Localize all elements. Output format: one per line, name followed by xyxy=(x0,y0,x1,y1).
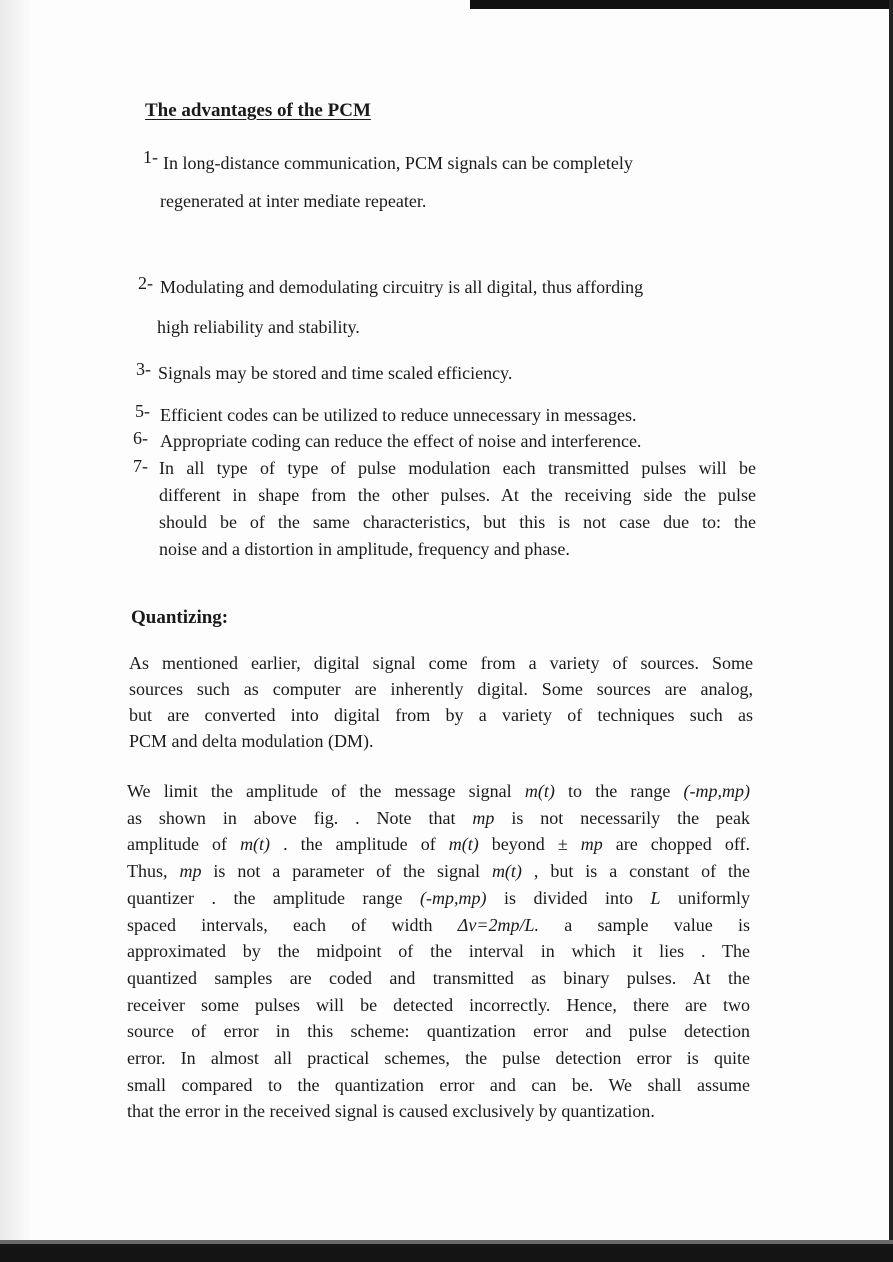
text-run: . the amplitude of xyxy=(270,834,449,855)
quantizing-p2-line-11: error. In almost all practical schemes, the pulse detection error is quite xyxy=(127,1048,750,1069)
math-term: (-mp,mp) xyxy=(683,781,750,801)
text-run: Thus, xyxy=(127,861,180,882)
quantizing-paragraph-2 xyxy=(127,778,750,1125)
advantage-item-3-number: 3- xyxy=(136,359,151,379)
quantizing-p2-line-4 xyxy=(127,858,750,885)
text-run: We limit the amplitude of the message signal xyxy=(127,781,525,801)
quantizing-p2-line-5 xyxy=(127,885,750,912)
advantage-item-5-line-1: Efficient codes can be utilized to reduce unnecessary in messages. xyxy=(160,405,637,425)
quantizing-p2-line-8: quantized samples are coded and transmitted as binary pulses. At the xyxy=(127,967,750,988)
text-run: a sample value is xyxy=(538,914,750,935)
quantizing-p1-line-1: As mentioned earlier, digital signal come from a variety of sources. Some xyxy=(129,653,753,673)
quantizing-p1-line-2: sources such as computer are inherently digital. Some sources are analog, xyxy=(129,679,753,699)
quantizing-p2-line-3 xyxy=(127,831,750,858)
advantage-item-1-line-2: regenerated at inter mediate repeater. xyxy=(160,191,427,211)
advantage-item-6-number: 6- xyxy=(133,428,148,448)
quantizing-p2-line-13: that the error in the received signal is caused exclusively by quantization. xyxy=(127,1101,655,1122)
quantizing-p2-line-6 xyxy=(127,912,750,939)
text-run: is divided into xyxy=(486,887,651,908)
text-run: uniformly xyxy=(660,887,750,908)
advantage-item-3-line-1: Signals may be stored and time scaled efficiency. xyxy=(158,363,513,383)
advantage-item-1-line-1: In long-distance communication, PCM signals can be completely xyxy=(163,153,633,173)
quantizing-p1-line-4: PCM and delta modulation (DM). xyxy=(129,731,374,751)
math-term: L xyxy=(650,887,661,908)
advantage-item-2-line-1: Modulating and demodulating circuitry is all digital, thus affording xyxy=(160,277,644,297)
advantage-item-7-text xyxy=(159,455,756,563)
advantage-item-7-line-2: different in shape from the other pulses. At the receiving side the pulse xyxy=(159,485,756,505)
text-run: , but is a constant of the xyxy=(521,861,751,882)
quantizing-p1-line-3: but are converted into digital from by a variety of techniques such as xyxy=(129,705,753,725)
quantizing-p2-line-9: receiver some pulses will be detected incorrectly. Hence, there are two xyxy=(127,994,750,1015)
scan-shadow-left xyxy=(0,0,30,1240)
advantage-item-6-line-1: Appropriate coding can reduce the effect of noise and interference. xyxy=(160,431,642,451)
quantizing-p2-line-7: approximated by the midpoint of the interval in which it lies . The xyxy=(127,941,750,962)
quantizing-paragraph-1 xyxy=(129,650,753,754)
math-term: m(t) xyxy=(448,834,479,855)
math-term: mp xyxy=(472,807,495,828)
math-term: Δv=2mp/L. xyxy=(457,914,539,935)
advantage-item-2-line-2: high reliability and stability. xyxy=(157,317,360,337)
text-run: beyond ± xyxy=(478,834,581,855)
math-term: m(t) xyxy=(491,861,522,882)
scan-border-right xyxy=(889,0,893,1262)
math-term: mp xyxy=(580,834,603,855)
text-run: as shown in above fig. . Note that xyxy=(127,807,473,828)
quantizing-p2-line-12: small compared to the quantization error and can be. We shall assume xyxy=(127,1074,750,1095)
text-run: is not necessarily the peak xyxy=(494,807,750,828)
quantizing-p2-line-2 xyxy=(127,805,750,832)
text-run: is not a parameter of the signal xyxy=(201,861,492,882)
quantizing-p2-line-10: source of error in this scheme: quantization error and pulse detection xyxy=(127,1021,750,1042)
advantage-item-1-number: 1- xyxy=(143,147,158,167)
advantage-item-7-line-1: In all type of type of pulse modulation each transmitted pulses will be xyxy=(159,458,756,478)
scan-border-top xyxy=(470,0,893,9)
advantage-item-7-number: 7- xyxy=(133,456,148,476)
text-run: are chopped off. xyxy=(602,834,750,855)
text-run: quantizer . the amplitude range xyxy=(127,887,420,908)
scan-border-bottom xyxy=(0,1244,893,1262)
advantage-item-7-line-3: should be of the same characteristics, but this is not case due to: the xyxy=(159,512,756,532)
text-run: to the range xyxy=(554,781,684,801)
math-term: m(t) xyxy=(240,834,271,855)
advantages-title: The advantages of the PCM xyxy=(145,100,371,121)
text-run: amplitude of xyxy=(127,834,241,855)
advantage-item-7-line-4: noise and a distortion in amplitude, frequency and phase. xyxy=(159,539,570,559)
advantage-item-2-number: 2- xyxy=(138,273,153,293)
text-run: spaced intervals, each of width xyxy=(127,914,458,935)
quantizing-p2-line-1 xyxy=(127,778,750,805)
quantizing-title: Quantizing: xyxy=(131,607,229,628)
math-term: mp xyxy=(179,861,202,882)
advantage-item-5-number: 5- xyxy=(135,401,150,421)
math-term: (-mp,mp) xyxy=(419,887,487,908)
math-term: m(t) xyxy=(524,781,555,801)
